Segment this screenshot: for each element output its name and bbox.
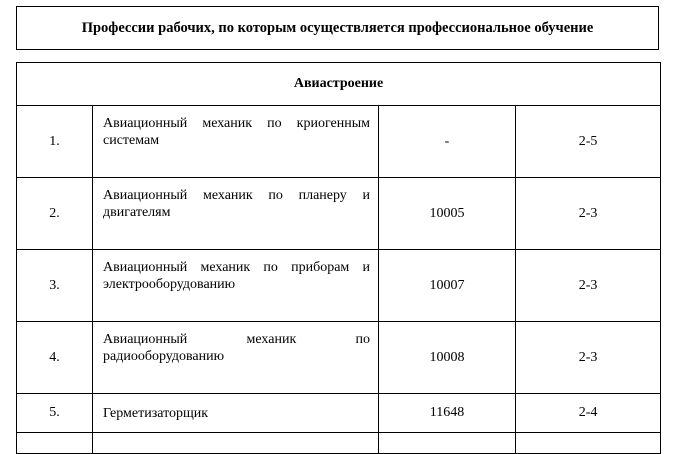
row-number: 3. (17, 250, 93, 322)
grade-range: 2-3 (516, 178, 661, 250)
table-cell-empty (17, 433, 93, 454)
profession-name: Авиационный механик по криогенным системам (93, 106, 379, 178)
profession-name (93, 322, 379, 394)
table-cell-empty (379, 433, 516, 454)
profession-code: 10008 (379, 322, 516, 394)
document-title-text: Профессии рабочих, по которым осуществляется профессиональное обучение (81, 19, 594, 36)
grade-range: 2-4 (516, 394, 661, 433)
row-number: 1. (17, 106, 93, 178)
profession-name: Авиационный механик по приборам и электрооборудованию (93, 250, 379, 322)
table-cell-empty (93, 433, 379, 454)
row-number: 2. (17, 178, 93, 250)
profession-code: 10007 (379, 250, 516, 322)
grade-range: 2-5 (516, 106, 661, 178)
row-number: 5. (17, 394, 93, 433)
profession-code: 11648 (379, 394, 516, 433)
profession-code: - (379, 106, 516, 178)
profession-name: Герметизаторщик (93, 394, 379, 433)
profession-name-line2: радиооборудованию (103, 349, 225, 364)
profession-name-line1: Авиационный механик по (103, 332, 370, 347)
document-title (16, 6, 659, 50)
table-row (17, 178, 661, 250)
table-cell-empty (516, 433, 661, 454)
table-row (17, 250, 661, 322)
row-number: 4. (17, 322, 93, 394)
professions-table (16, 62, 661, 454)
table-row (17, 106, 661, 178)
table-row-partial (17, 433, 661, 454)
grade-range: 2-3 (516, 322, 661, 394)
table-row (17, 322, 661, 394)
grade-range: 2-3 (516, 250, 661, 322)
profession-name: Авиационный механик по планеру и двигателям (93, 178, 379, 250)
section-title: Авиастроение (17, 63, 661, 106)
table-row (17, 394, 661, 433)
profession-code: 10005 (379, 178, 516, 250)
section-row (17, 63, 661, 106)
